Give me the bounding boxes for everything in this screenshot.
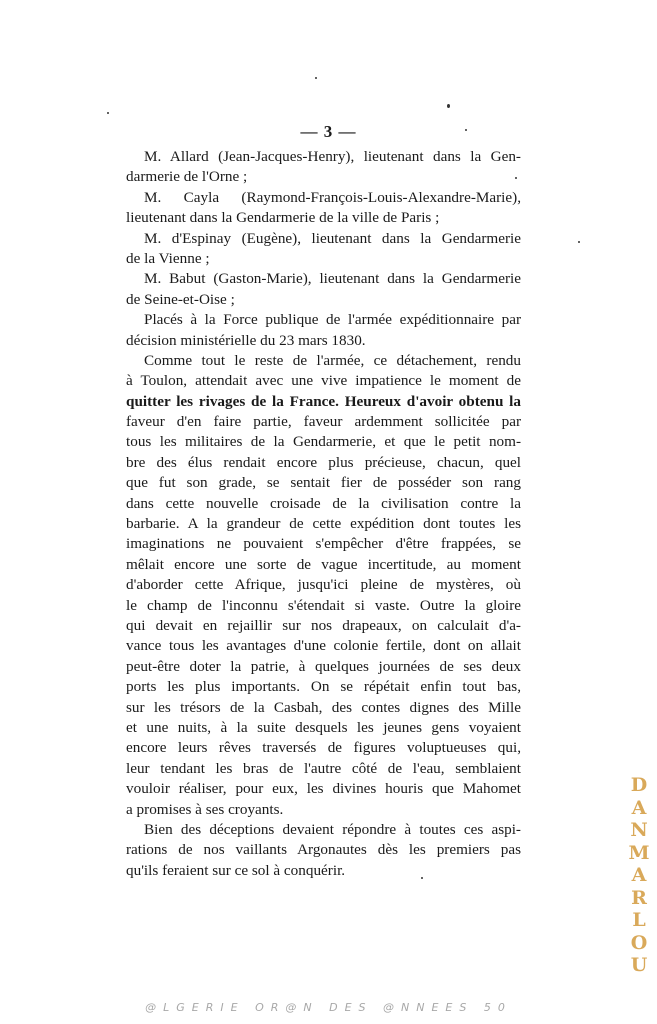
- watermark-letter: A: [631, 796, 647, 819]
- text-line: décision ministérielle du 23 mars 1830.: [126, 331, 366, 349]
- text-line: vouloir réaliser, pour eux, les divines houris que Mahomet: [126, 780, 521, 798]
- text-line: barbarie. A la grandeur de cette expédition dont toutes les: [126, 515, 521, 533]
- watermark-letter: R: [631, 886, 647, 909]
- text-line: M. Cayla (Raymond-François-Louis-Alexandre-Marie),: [144, 188, 521, 206]
- print-speck: [315, 77, 317, 79]
- text-line: qu'ils feraient sur ce sol à conquérir.: [126, 861, 346, 879]
- text-line: d'aborder cette Afrique, jusqu'ici pleine de mystères, où: [126, 576, 521, 594]
- text-line: Bien des déceptions devaient répondre à toutes ces aspi-: [144, 820, 521, 838]
- text-line: faveur d'en faire partie, faveur ardemment sollicitée par: [126, 413, 521, 431]
- text-line: peut-être doter la patrie, à quelques journées de ses deux: [126, 657, 521, 675]
- text-line: a promises à ses croyants.: [126, 800, 284, 818]
- watermark-letter: D: [630, 774, 648, 796]
- vertical-watermark: [627, 774, 651, 977]
- text-line: qui devait en rejaillir sur nos drapeaux, on calculait d'a-: [126, 616, 521, 634]
- footer-caption: @LGERIE OR@N DES @NNEES 50: [145, 1001, 512, 1014]
- print-speck: [447, 104, 450, 108]
- text-line: de Seine-et-Oise ;: [126, 290, 235, 308]
- text-line: imaginations ne pouvaient s'empêcher d'être frappées, se: [126, 535, 521, 553]
- text-line: vance tous les avantages d'une colonie fertile, dont on allait: [126, 637, 521, 655]
- page-number: — 3 —: [300, 122, 357, 141]
- text-line: et une nuits, à la suite desquels les jeunes gens voyaient: [126, 718, 521, 736]
- text-line: darmerie de l'Orne ;: [126, 168, 248, 186]
- text-line: à Toulon, attendait avec une vive impatience le moment de: [126, 372, 521, 390]
- text-line: quitter les rivages de la France. Heureux d'avoir obtenu la: [126, 392, 521, 410]
- text-line: encore leurs rêves traversés de figures voluptueuses qui,: [126, 739, 521, 757]
- print-speck: [578, 241, 580, 243]
- watermark-letter: M: [628, 841, 650, 864]
- text-line: M. Babut (Gaston-Marie), lieutenant dans la Gendarmerie: [144, 270, 521, 288]
- body-text: [126, 147, 521, 881]
- watermark-letter: O: [630, 931, 648, 954]
- text-line: Comme tout le reste de l'armée, ce détachement, rendu: [144, 351, 521, 369]
- text-line: le champ de l'inconnu s'étendait si vaste. Outre la gloire: [126, 596, 521, 614]
- text-line: sur les trésors de la Casbah, des contes dignes des Mille: [126, 698, 521, 716]
- text-line: lieutenant dans la Gendarmerie de la ville de Paris ;: [126, 209, 440, 227]
- text-line: bre des élus rendait encore plus précieuse, chacun, quel: [126, 453, 521, 471]
- text-line: leur tendant les bras de l'autre côté de l'eau, semblaient: [126, 759, 521, 777]
- text-line: rations de nos vaillants Argonautes dès les premiers pas: [126, 841, 521, 859]
- text-line: Placés à la Force publique de l'armée expéditionnaire par: [144, 311, 521, 329]
- watermark-letter: A: [631, 864, 647, 886]
- text-line: que fut son grade, se sentait fier de posséder son rang: [126, 474, 521, 492]
- text-line: dans cette nouvelle croisade de la civilisation contre la: [126, 494, 521, 512]
- watermark-letter: L: [632, 909, 646, 931]
- text-line: M. Allard (Jean-Jacques-Henry), lieutenant dans la Gen-: [144, 148, 521, 165]
- text-line: de la Vienne ;: [126, 249, 210, 267]
- text-line: M. d'Espinay (Eugène), lieutenant dans la Gendarmerie: [144, 229, 521, 247]
- text-line: ports les plus importants. On se répétait enfin tout bas,: [126, 678, 521, 696]
- watermark-letter: N: [630, 819, 648, 841]
- print-speck: [107, 112, 109, 114]
- text-line: mêlait encore une sorte de vague incertitude, au moment: [126, 555, 521, 573]
- watermark-letter: U: [630, 954, 648, 976]
- text-line: tous les militaires de la Gendarmerie, et que le petit nom-: [126, 433, 521, 451]
